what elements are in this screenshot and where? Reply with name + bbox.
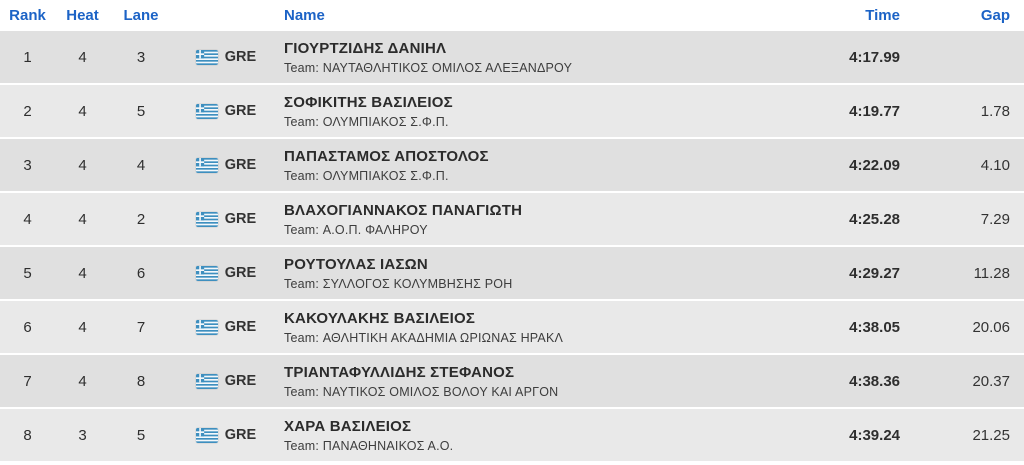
rank-value: 8 xyxy=(23,426,32,444)
country-cell xyxy=(172,211,280,227)
country-cell xyxy=(172,265,280,281)
time-value: 4:25.28 xyxy=(849,210,900,228)
country-code-label: GRE xyxy=(224,211,257,227)
heat-value: 4 xyxy=(78,156,87,174)
greece-flag-icon xyxy=(196,428,218,443)
column-header-heat[interactable]: Heat xyxy=(66,7,99,24)
greece-flag-icon xyxy=(196,104,218,119)
table-header-row xyxy=(0,0,1024,31)
rank-value: 1 xyxy=(23,48,32,66)
heat-value: 4 xyxy=(78,318,87,336)
rank-value: 7 xyxy=(23,372,32,390)
gap-value: 1.78 xyxy=(980,102,1010,120)
country-code-label: GRE xyxy=(224,373,257,389)
gap-value: 4.10 xyxy=(980,156,1010,174)
lane-value: 2 xyxy=(136,210,146,228)
gap-value: 21.25 xyxy=(972,426,1010,444)
time-value: 4:38.05 xyxy=(849,318,900,336)
gap-value: 20.06 xyxy=(972,318,1010,336)
team-name: Team: ΠΑΝΑΘΗΝΑΙΚΟΣ Α.Ο. xyxy=(284,438,454,453)
column-header-gap[interactable]: Gap xyxy=(980,7,1010,24)
table-row[interactable] xyxy=(0,139,1024,191)
heat-value: 4 xyxy=(78,372,87,390)
athlete-cell xyxy=(280,94,780,129)
gap-value: 20.37 xyxy=(972,372,1010,390)
athlete-cell xyxy=(280,310,780,345)
athlete-cell xyxy=(280,202,780,237)
column-header-name[interactable]: Name xyxy=(284,7,325,24)
lane-value: 8 xyxy=(136,372,146,390)
heat-value: 4 xyxy=(78,210,87,228)
column-header-lane[interactable]: Lane xyxy=(123,7,159,24)
greece-flag-icon xyxy=(196,266,218,281)
time-value: 4:19.77 xyxy=(849,102,900,120)
heat-value: 3 xyxy=(78,426,87,444)
greece-flag-icon xyxy=(196,374,218,389)
table-row[interactable] xyxy=(0,31,1024,83)
athlete-name: ΚΑΚΟΥΛΑΚΗΣ ΒΑΣΙΛΕΙΟΣ xyxy=(284,309,476,327)
rank-value: 2 xyxy=(23,102,32,120)
athlete-cell xyxy=(280,40,780,75)
athlete-cell xyxy=(280,418,780,453)
athlete-name: ΣΟΦΙΚΙΤΗΣ ΒΑΣΙΛΕΙΟΣ xyxy=(284,93,453,111)
country-cell xyxy=(172,427,280,443)
athlete-cell xyxy=(280,256,780,291)
country-code-label: GRE xyxy=(224,427,257,443)
team-name: Team: ΝΑΥΤΙΚΟΣ ΟΜΙΛΟΣ ΒΟΛΟΥ ΚΑΙ ΑΡΓΟΝ xyxy=(284,384,559,399)
rank-value: 6 xyxy=(23,318,32,336)
time-value: 4:17.99 xyxy=(849,48,900,66)
athlete-name: ΓΙΟΥΡΤΖΙΔΗΣ ΔΑΝΙΗΛ xyxy=(284,39,447,57)
athlete-cell xyxy=(280,148,780,183)
table-row[interactable] xyxy=(0,301,1024,353)
country-code-label: GRE xyxy=(224,319,257,335)
heat-value: 4 xyxy=(78,102,87,120)
greece-flag-icon xyxy=(196,320,218,335)
table-row[interactable] xyxy=(0,85,1024,137)
table-row[interactable] xyxy=(0,247,1024,299)
rank-value: 5 xyxy=(23,264,32,282)
heat-value: 4 xyxy=(78,48,87,66)
time-value: 4:29.27 xyxy=(849,264,900,282)
country-code-label: GRE xyxy=(224,265,257,281)
team-name: Team: ΣΥΛΛΟΓΟΣ ΚΟΛΥΜΒΗΣΗΣ ΡΟΗ xyxy=(284,276,513,291)
country-cell xyxy=(172,49,280,65)
country-cell xyxy=(172,373,280,389)
column-header-rank[interactable]: Rank xyxy=(9,7,46,24)
gap-value: 7.29 xyxy=(980,210,1010,228)
time-value: 4:22.09 xyxy=(849,156,900,174)
greece-flag-icon xyxy=(196,50,218,65)
gap-value: 11.28 xyxy=(973,264,1010,282)
table-body xyxy=(0,31,1024,465)
country-cell xyxy=(172,319,280,335)
country-cell xyxy=(172,103,280,119)
lane-value: 7 xyxy=(136,318,146,336)
country-code-label: GRE xyxy=(224,157,257,173)
team-name: Team: Α.Ο.Π. ΦΑΛΗΡΟΥ xyxy=(284,222,428,237)
country-code-label: GRE xyxy=(224,103,257,119)
table-row[interactable] xyxy=(0,409,1024,461)
greece-flag-icon xyxy=(196,158,218,173)
team-name: Team: ΟΛΥΜΠΙΑΚΟΣ Σ.Φ.Π. xyxy=(284,168,449,183)
country-cell xyxy=(172,157,280,173)
lane-value: 5 xyxy=(136,102,146,120)
lane-value: 3 xyxy=(136,48,146,66)
athlete-name: ΠΑΠΑΣΤΑΜΟΣ ΑΠΟΣΤΟΛΟΣ xyxy=(284,147,489,165)
greece-flag-icon xyxy=(196,212,218,227)
column-header-time[interactable]: Time xyxy=(865,7,900,24)
team-name: Team: ΝΑΥΤΑΘΛΗΤΙΚΟΣ ΟΜΙΛΟΣ ΑΛΕΞΑΝΔΡΟΥ xyxy=(284,60,573,75)
athlete-name: ΧΑΡΑ ΒΑΣΙΛΕΙΟΣ xyxy=(284,417,412,435)
rank-value: 3 xyxy=(23,156,32,174)
table-row[interactable] xyxy=(0,193,1024,245)
heat-value: 4 xyxy=(78,264,87,282)
team-name: Team: ΑΘΛΗΤΙΚΗ ΑΚΑΔΗΜΙΑ ΩΡΙΩΝΑΣ ΗΡΑΚΛ xyxy=(284,330,564,345)
athlete-name: ΡΟΥΤΟΥΛΑΣ ΙΑΣΩΝ xyxy=(284,255,428,273)
team-name: Team: ΟΛΥΜΠΙΑΚΟΣ Σ.Φ.Π. xyxy=(284,114,449,129)
athlete-name: ΒΛΑΧΟΓΙΑΝΝΑΚΟΣ ΠΑΝΑΓΙΩΤΗ xyxy=(284,201,523,219)
table-row[interactable] xyxy=(0,355,1024,407)
time-value: 4:38.36 xyxy=(849,372,900,390)
lane-value: 4 xyxy=(136,156,146,174)
lane-value: 5 xyxy=(136,426,146,444)
athlete-name: ΤΡΙΑΝΤΑΦΥΛΛΙΔΗΣ ΣΤΕΦΑΝΟΣ xyxy=(284,363,515,381)
lane-value: 6 xyxy=(136,264,146,282)
country-code-label: GRE xyxy=(224,49,257,65)
time-value: 4:39.24 xyxy=(849,426,900,444)
athlete-cell xyxy=(280,364,780,399)
rank-value: 4 xyxy=(23,210,32,228)
